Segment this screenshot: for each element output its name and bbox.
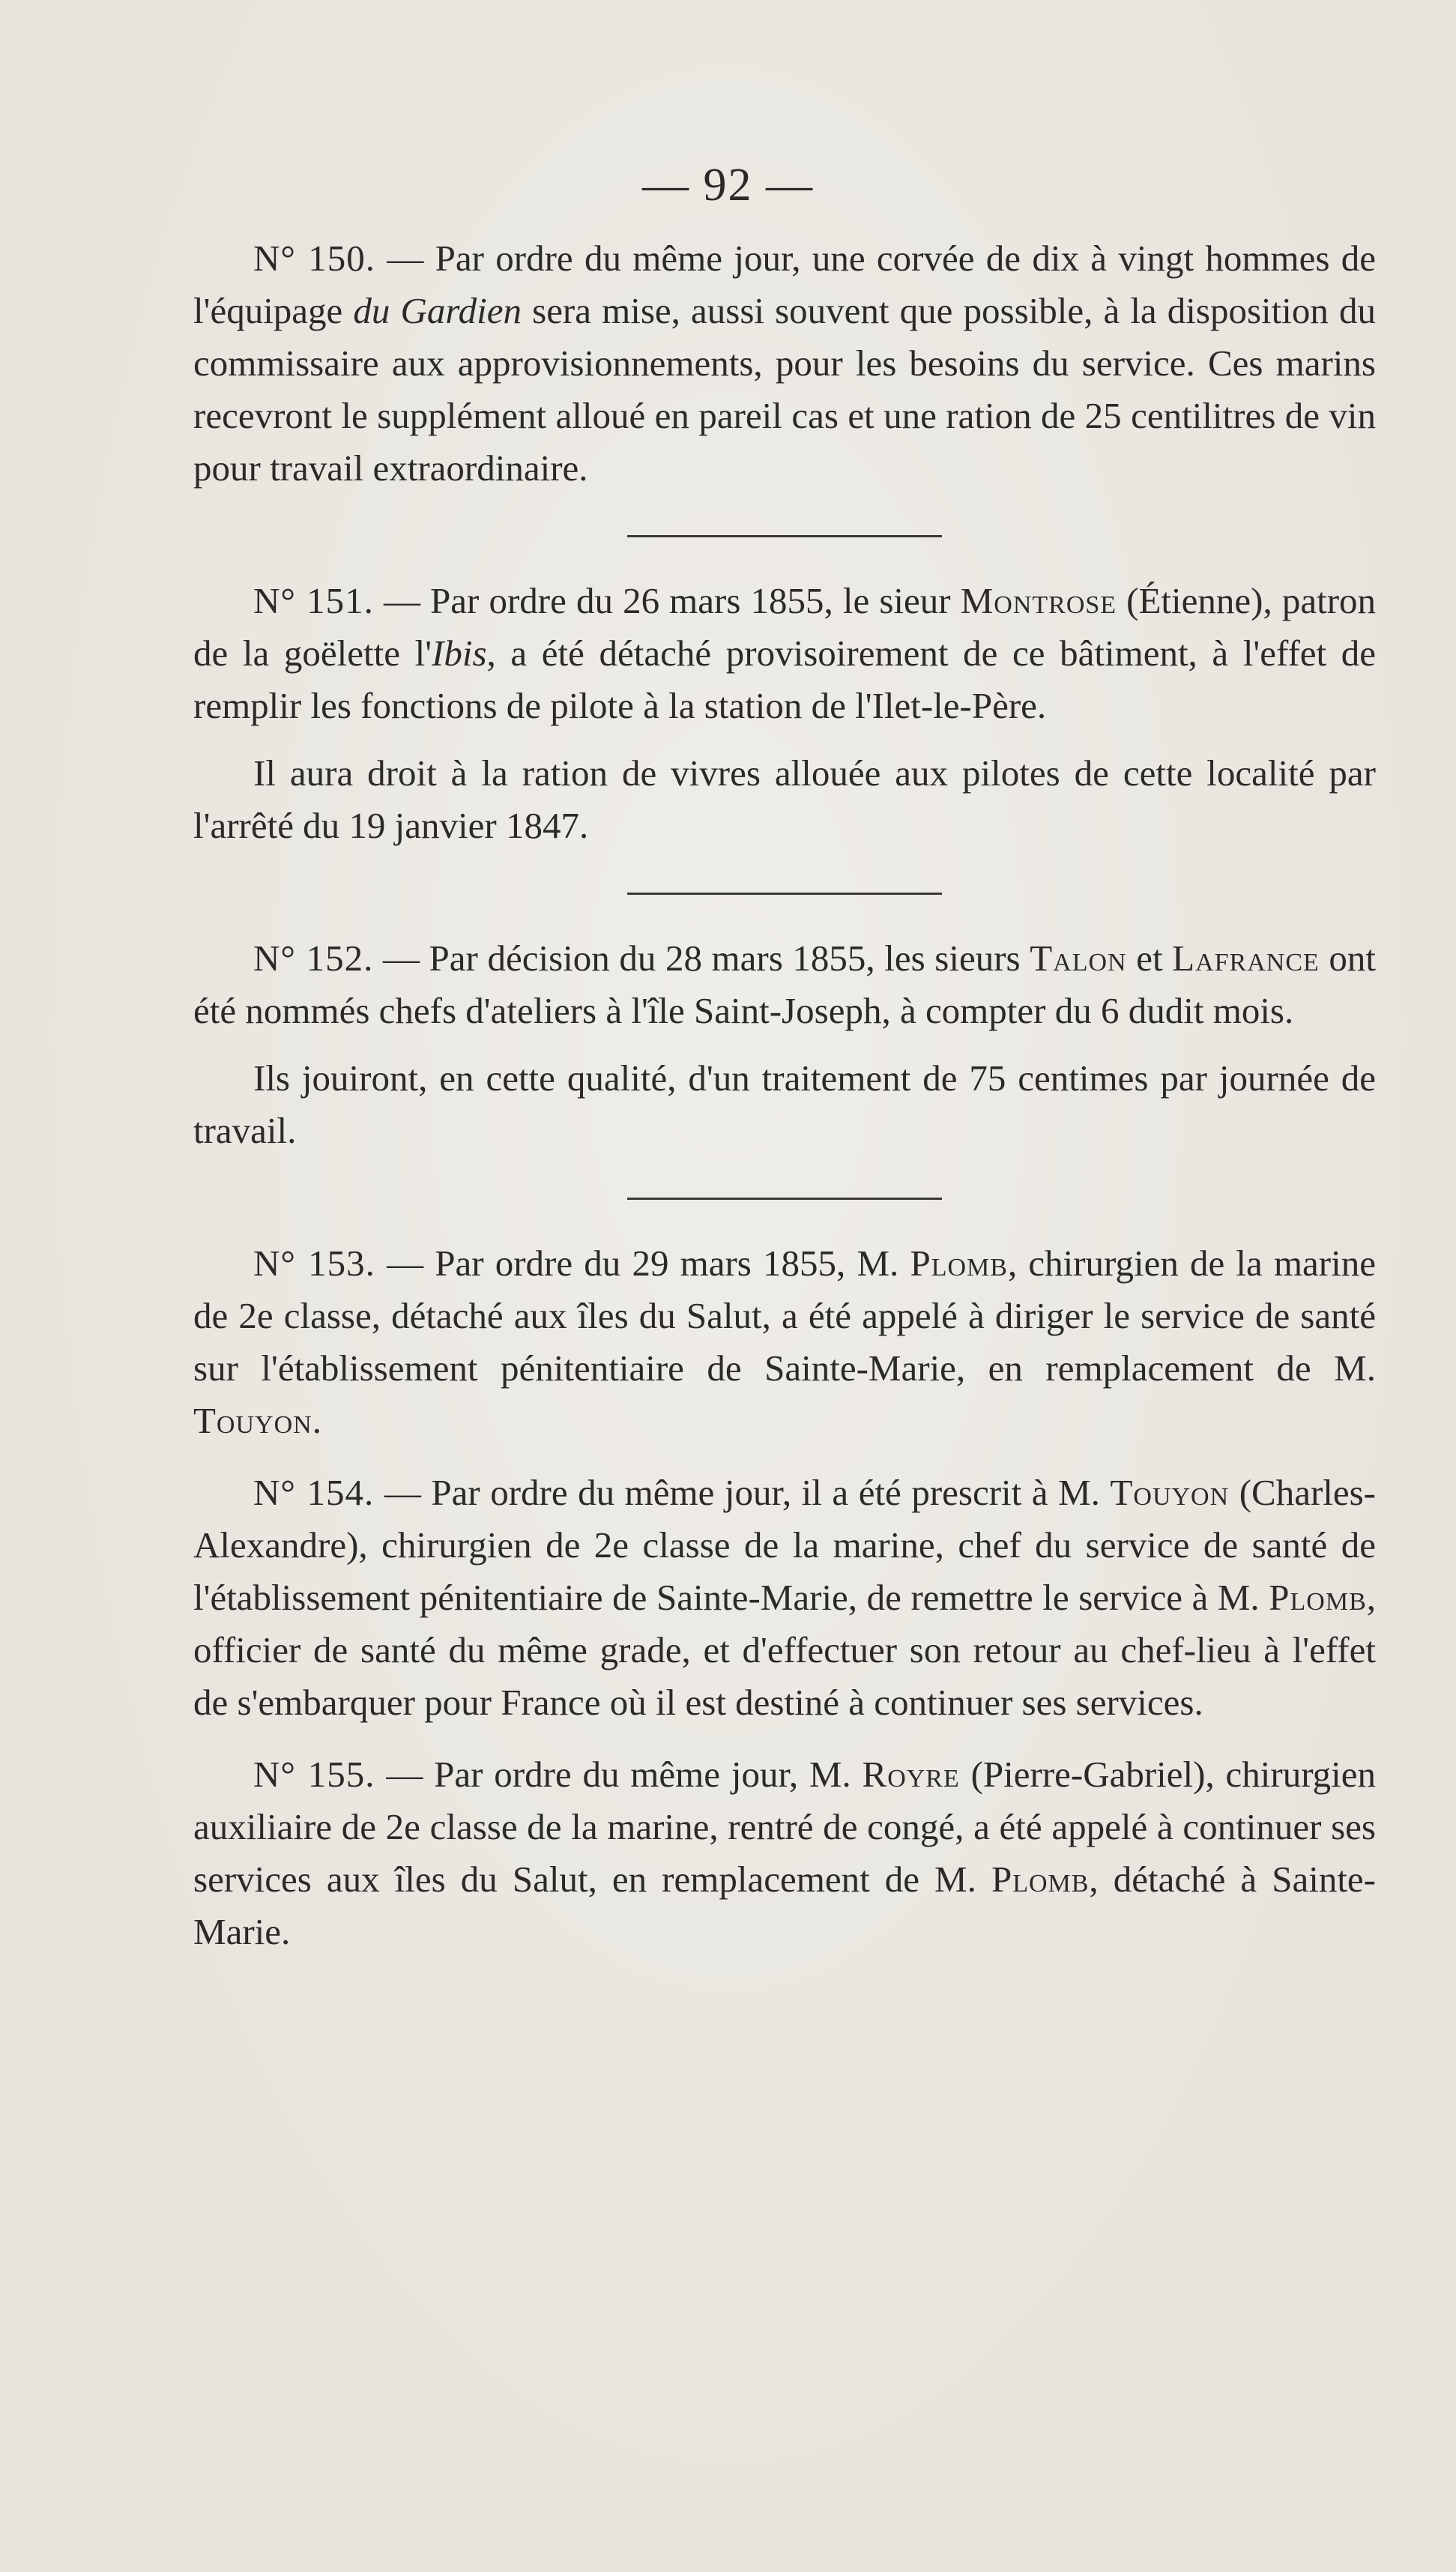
page-body bbox=[193, 232, 1376, 1958]
text-run: Il aura droit à la ration de vivres allouée aux pilotes de cette localité par l'arrêté du 19 janvier 1847. bbox=[193, 752, 1376, 846]
text-run: (Charles-Alexandre), chirurgien de 2e classe de la marine, chef du service de santé de l'établissement pénitentiaire de Sainte-Marie, de remettre le service à M. bbox=[193, 1472, 1377, 1618]
text-run: ont été nommés chefs d'ateliers à l'île Saint-Joseph, à compter du 6 dudit mois. bbox=[193, 938, 1377, 1031]
person-name: Touyon bbox=[193, 1400, 312, 1441]
article-paragraph bbox=[193, 932, 1376, 1037]
italic-term: Ibis bbox=[432, 633, 487, 674]
text-run: . bbox=[312, 1400, 321, 1441]
text-run: — Par décision du 28 mars 1855, les sieurs bbox=[382, 938, 1030, 979]
article-entry bbox=[193, 932, 1376, 1157]
person-name: Talon bbox=[1030, 938, 1127, 979]
article-paragraph bbox=[193, 575, 1376, 732]
person-name: Montrose bbox=[960, 580, 1117, 621]
article-entry bbox=[193, 232, 1376, 495]
person-name: Touyon bbox=[1110, 1472, 1230, 1513]
article-number: N° 152. bbox=[253, 938, 374, 979]
article-paragraph bbox=[193, 1467, 1376, 1729]
italic-term: du Gardien bbox=[353, 290, 522, 331]
article-continuation bbox=[193, 1052, 1376, 1157]
article-entry bbox=[193, 1237, 1376, 1447]
text-run: — Par ordre du même jour, il a été prescrit à M. bbox=[384, 1472, 1111, 1513]
text-run: et bbox=[1126, 938, 1173, 979]
text-run: , détaché à Sainte-Marie. bbox=[193, 1859, 1376, 1952]
text-run: sera mise, aussi souvent que possible, à la disposition du commissaire aux approvisionnements, pour les besoins du service. Ces marins recevront le supplément alloué en pareil cas et une ration de 25 centilitres de vin pour travail extraordinaire. bbox=[193, 290, 1376, 489]
article-number: N° 155. bbox=[253, 1754, 375, 1795]
article-paragraph bbox=[193, 1748, 1376, 1958]
text-run: (Pierre-Gabriel), chirurgien auxiliaire de 2e classe de la marine, rentré de congé, a été appelé à continuer ses services aux îles du Salut, en remplacement de M. bbox=[193, 1754, 1376, 1900]
text-run: — Par ordre du même jour, une corvée de dix à vingt hommes de l'équipage bbox=[193, 238, 1376, 331]
entry-spacer bbox=[193, 1729, 1376, 1748]
text-run: — Par ordre du même jour, M. bbox=[386, 1754, 863, 1795]
article-entry bbox=[193, 1467, 1376, 1729]
text-run: , a été détaché provisoirement de ce bâtiment, à l'effet de remplir les fonctions de pilote à la station de l'Ilet-le-Père. bbox=[193, 633, 1377, 726]
article-continuation bbox=[193, 747, 1376, 852]
article-number: N° 151. bbox=[253, 580, 374, 621]
article-number: N° 154. bbox=[253, 1472, 375, 1513]
entry-spacer bbox=[193, 1447, 1376, 1467]
page-number: — 92 — bbox=[642, 160, 814, 211]
section-divider bbox=[627, 1198, 942, 1200]
person-name: Plomb bbox=[910, 1243, 1008, 1284]
article-paragraph bbox=[193, 1237, 1376, 1447]
text-run: , officier de santé du même grade, et d'effectuer son retour au chef-lieu à l'effet de s'embarquer pour France où il est destiné à continuer ses services. bbox=[193, 1577, 1376, 1723]
section-divider bbox=[627, 893, 942, 895]
article-entry bbox=[193, 1748, 1376, 1958]
person-name: Plomb bbox=[1269, 1577, 1367, 1618]
article-paragraph bbox=[193, 232, 1376, 495]
text-run: , chirurgien de la marine de 2e classe, détaché aux îles du Salut, a été appelé à diriger le service de santé sur l'établissement pénitentiaire de Sainte-Marie, en remplacement de M. bbox=[193, 1243, 1376, 1389]
person-name: Plomb bbox=[991, 1859, 1090, 1900]
section-divider bbox=[627, 535, 942, 537]
person-name: Royre bbox=[862, 1754, 960, 1795]
person-name: Lafrance bbox=[1172, 938, 1320, 979]
article-number: N° 153. bbox=[253, 1243, 375, 1284]
article-number: N° 150. bbox=[253, 238, 376, 279]
text-run: — Par ordre du 29 mars 1855, M. bbox=[387, 1243, 910, 1284]
text-run: — Par ordre du 26 mars 1855, le sieur bbox=[383, 580, 961, 621]
text-run: Ils jouiront, en cette qualité, d'un traitement de 75 centimes par journée de travail. bbox=[193, 1057, 1376, 1151]
article-entry bbox=[193, 575, 1376, 852]
text-run: (Étienne), patron de la goëlette l' bbox=[193, 580, 1377, 674]
